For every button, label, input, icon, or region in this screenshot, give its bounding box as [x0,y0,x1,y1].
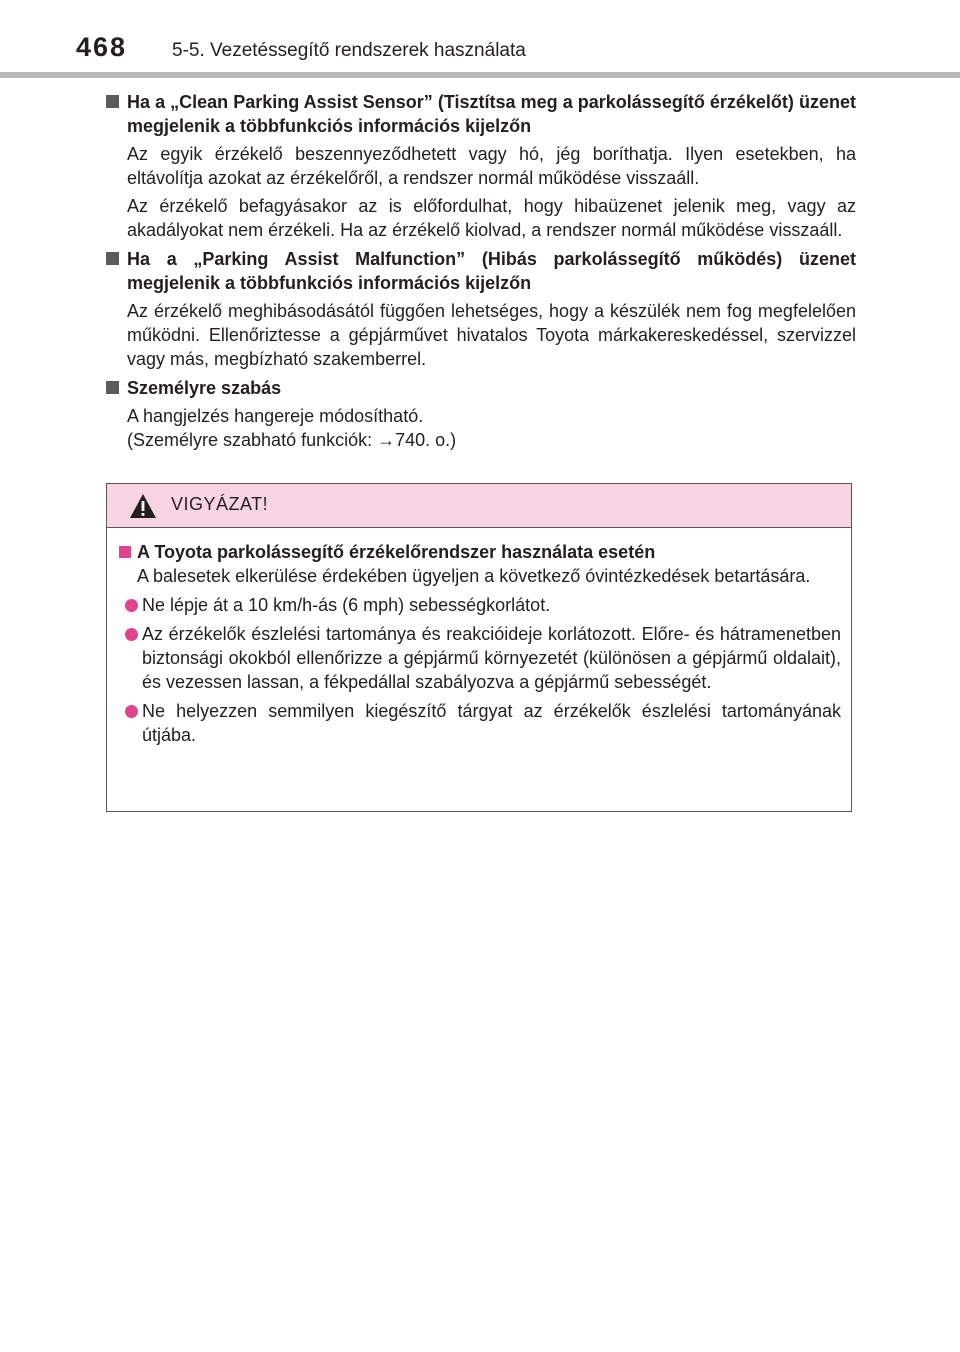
bullet-text: Ne lépje át a 10 km/h-ás (6 mph) sebességkorlátot. [142,595,551,615]
warning-triangle-icon [129,493,157,519]
paragraph: Az egyik érzékelő beszennyeződhetett vagy hó, jég boríthatja. Ilyen esetekben, ha eltávolítja azokat az érzékelőről, a rendszer normál működése visszaáll. [127,144,856,188]
caution-header [107,484,851,528]
section-heading: Ha a „Clean Parking Assist Sensor” (Tisztítsa meg a parkolássegítő érzékelőt) üzenet megjelenik a többfunkciós információs kijelzőn [127,92,856,136]
section-malfunction [106,247,856,371]
caution-bullet [125,593,841,617]
main-content [106,90,856,457]
section-clean-sensor [106,90,856,242]
bullet-text: Az érzékelők észlelési tartománya és reakcióideje korlátozott. Előre- és hátramenetben biztonsági okokból ellenőrizze a gépjármű környezetét (különösen a gépjármű oldalait), és vezessen lassan, a fékpedállal szabályozva a gépjármű sebességét. [142,624,841,692]
bullet-text: Ne helyezzen semmilyen kiegészítő tárgyat az érzékelők észlelési tartományának útjába. [142,701,841,745]
square-bullet-icon [119,546,131,558]
square-bullet-icon [106,381,119,394]
circle-bullet-icon [125,599,138,612]
caution-heading: A Toyota parkolássegítő érzékelőrendszer használata esetén [137,542,656,562]
section-heading: Ha a „Parking Assist Malfunction” (Hibás parkolássegítő működés) üzenet megjelenik a többfunkciós információs kijelzőn [127,249,856,293]
circle-bullet-icon [125,705,138,718]
page-number: 468 [76,32,128,62]
square-bullet-icon [106,252,119,265]
caution-bullet [125,699,841,747]
page-header [0,0,960,80]
section-customization [106,376,856,452]
caution-box [106,483,852,812]
paragraph: Az érzékelő meghibásodásától függően lehetséges, hogy a készülék nem fog megfelelően működni. Ellenőriztesse a gépjárművet hivatalos Toyota márkakereskedéssel, szervizzel vagy más, megbízható szakemberrel. [127,301,856,369]
cross-reference: (Személyre szabható funkciók: →740. o.) [127,430,457,450]
caution-title: VIGYÁZAT! [171,494,269,514]
section-title: 5-5. Vezetéssegítő rendszerek használata [172,40,526,61]
section-heading: Személyre szabás [127,378,282,398]
square-bullet-icon [106,95,119,108]
caution-bullet [125,622,841,694]
caution-body [107,528,851,747]
paragraph: Az érzékelő befagyásakor az is előfordulhat, hogy hibaüzenet jelenik meg, vagy az akadályokat nem érzékeli. Ha az érzékelő kiolvad, a rendszer normál működése visszaáll. [127,196,856,240]
paragraph: A hangjelzés hangereje módosítható. [127,406,424,426]
caution-intro: A balesetek elkerülése érdekében ügyeljen a következő óvintézkedések betartására. [137,566,811,586]
header-divider [0,72,960,78]
circle-bullet-icon [125,628,138,641]
